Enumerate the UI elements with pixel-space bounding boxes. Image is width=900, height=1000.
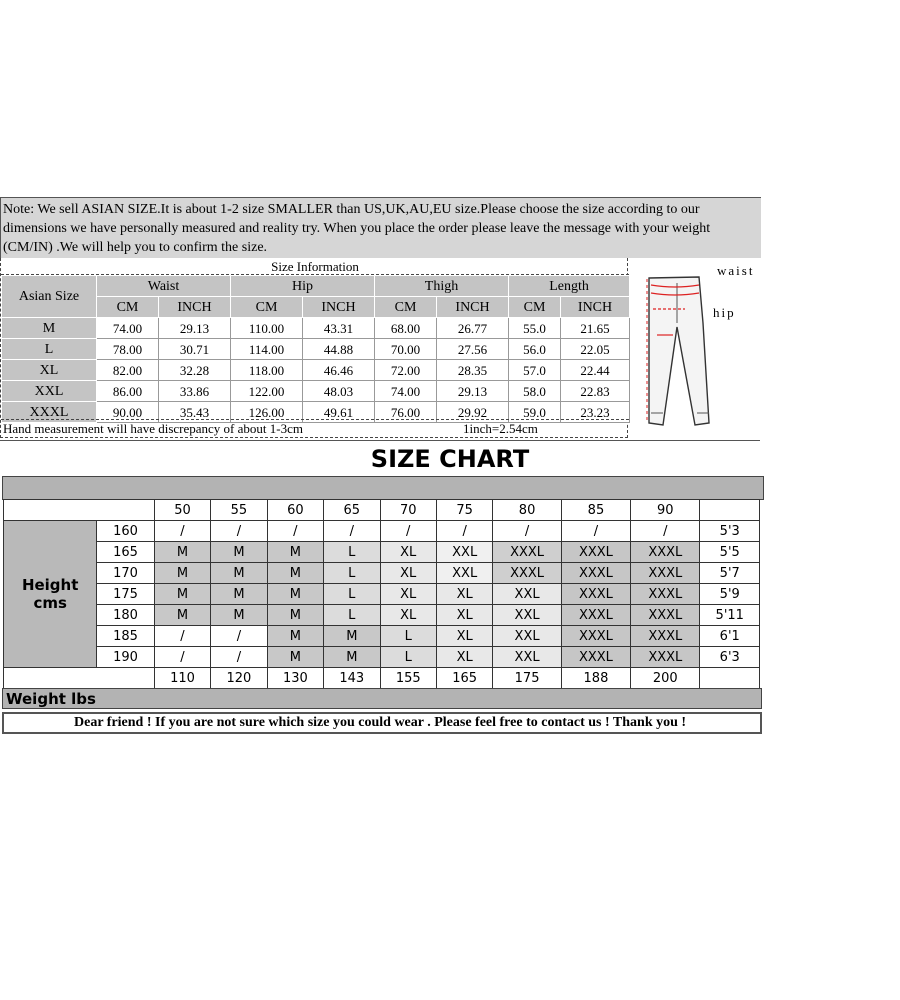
size-cell: / <box>436 521 492 542</box>
contact-message: Dear friend ! If you are not sure which size you could wear . Please feel free to contact us ! Thank you ! <box>2 712 762 734</box>
height-value: 165 <box>97 542 154 563</box>
size-cell: / <box>154 626 210 647</box>
weight-lbs-value: 175 <box>493 668 561 689</box>
size-label: XXL <box>2 381 97 402</box>
height-value: 180 <box>97 605 154 626</box>
size-cell: XXXL <box>561 563 630 584</box>
size-chart-row <box>4 563 760 584</box>
measurement-cell: 126.00 <box>231 402 303 423</box>
size-cell: M <box>267 605 323 626</box>
height-feet: 5'9 <box>700 584 760 605</box>
measurement-cell: 74.00 <box>375 381 437 402</box>
size-label: M <box>2 318 97 339</box>
corner-cell <box>4 500 155 521</box>
size-information-footer <box>1 419 629 437</box>
size-cell: M <box>267 647 323 668</box>
size-cell: XXXL <box>561 626 630 647</box>
size-info-row <box>2 381 630 402</box>
weight-kg-header: 80 <box>493 500 561 521</box>
height-feet: 6'1 <box>700 626 760 647</box>
size-cell: / <box>154 647 210 668</box>
size-information-table <box>1 275 630 423</box>
group-header: Length <box>509 276 630 297</box>
size-chart-row <box>4 521 760 542</box>
size-cell: XXXL <box>561 605 630 626</box>
size-cell: / <box>631 521 700 542</box>
size-cell: XXXL <box>631 542 700 563</box>
size-cell: XL <box>380 605 436 626</box>
waist-label: waist <box>717 263 755 278</box>
measurement-cell: 23.23 <box>561 402 630 423</box>
size-cell: / <box>561 521 630 542</box>
unit-header: INCH <box>159 297 231 318</box>
size-cell: L <box>324 563 380 584</box>
size-cell: XXXL <box>561 647 630 668</box>
measurement-cell: 70.00 <box>375 339 437 360</box>
measurement-cell: 114.00 <box>231 339 303 360</box>
size-info-row <box>2 318 630 339</box>
note-line-3: (CM/IN) .We will help you to confirm the size. <box>3 240 268 255</box>
size-guide-image <box>0 197 755 737</box>
size-cell: XL <box>436 626 492 647</box>
measurement-cell: 35.43 <box>159 402 231 423</box>
size-cell: XXXL <box>561 584 630 605</box>
size-cell: M <box>267 563 323 584</box>
measurement-cell: 26.77 <box>437 318 509 339</box>
unit-header: CM <box>231 297 303 318</box>
weight-kg-header: 85 <box>561 500 630 521</box>
unit-header: CM <box>375 297 437 318</box>
measurement-cell: 74.00 <box>97 318 159 339</box>
size-cell: L <box>324 542 380 563</box>
weight-lbs-value: 130 <box>267 668 323 689</box>
size-cell: L <box>324 584 380 605</box>
measurement-cell: 68.00 <box>375 318 437 339</box>
size-cell: XXXL <box>631 605 700 626</box>
measurement-cell: 44.88 <box>303 339 375 360</box>
weight-kg-header: 50 <box>154 500 210 521</box>
size-cell: XL <box>380 542 436 563</box>
size-info-unit-row <box>2 297 630 318</box>
weight-lbs-row <box>4 668 760 689</box>
size-cell: XL <box>436 605 492 626</box>
size-cell: M <box>154 563 210 584</box>
weight-lbs-value <box>700 668 760 689</box>
measurement-note: Hand measurement will have discrepancy of about 1-3cm <box>3 421 303 436</box>
size-chart-row <box>4 605 760 626</box>
measurement-cell: 57.0 <box>509 360 561 381</box>
height-value: 185 <box>97 626 154 647</box>
measurement-cell: 46.46 <box>303 360 375 381</box>
weight-kg-header: 70 <box>380 500 436 521</box>
size-cell: XXXL <box>631 584 700 605</box>
size-chart-row <box>4 626 760 647</box>
weight-lbs-value: 155 <box>380 668 436 689</box>
height-feet: 5'5 <box>700 542 760 563</box>
size-cell: M <box>211 605 267 626</box>
note-banner <box>0 197 761 258</box>
size-chart-row <box>4 542 760 563</box>
pants-drawing-icon <box>629 263 759 433</box>
hip-label: hip <box>713 305 736 320</box>
size-cell: / <box>324 521 380 542</box>
size-cell: M <box>324 647 380 668</box>
weight-kg-header: 60 <box>267 500 323 521</box>
note-line-2: dimensions we have personally measured and reality try. When you place the order please leave the message with your weight <box>3 221 711 236</box>
measurement-cell: 27.56 <box>437 339 509 360</box>
measurement-cell: 110.00 <box>231 318 303 339</box>
size-label: XXXL <box>2 402 97 423</box>
size-cell: / <box>211 647 267 668</box>
size-cell: XXXL <box>631 563 700 584</box>
weight-kg-row <box>4 500 760 521</box>
size-cell: XXXL <box>631 626 700 647</box>
size-cell: XL <box>380 563 436 584</box>
size-cell: / <box>267 521 323 542</box>
size-cell: / <box>211 626 267 647</box>
size-cell: / <box>211 521 267 542</box>
size-cell: L <box>380 647 436 668</box>
weight-kg-header: 75 <box>436 500 492 521</box>
size-cell: XL <box>436 647 492 668</box>
size-cell: XXL <box>493 647 561 668</box>
size-cell: L <box>380 626 436 647</box>
size-cell: XXXL <box>493 563 561 584</box>
height-feet: 6'3 <box>700 647 760 668</box>
measurement-cell: 58.0 <box>509 381 561 402</box>
size-label: XL <box>2 360 97 381</box>
height-label-2: cms <box>33 594 67 612</box>
measurement-cell: 22.05 <box>561 339 630 360</box>
measurement-cell: 76.00 <box>375 402 437 423</box>
size-info-group-row <box>2 276 630 297</box>
weight-kg-header: 90 <box>631 500 700 521</box>
size-cell: M <box>211 542 267 563</box>
group-header: Hip <box>231 276 375 297</box>
blank-cell <box>4 668 155 689</box>
measurement-cell: 43.31 <box>303 318 375 339</box>
size-cell: XXL <box>436 563 492 584</box>
weight-lbs-value: 143 <box>324 668 380 689</box>
size-cell: XXL <box>493 584 561 605</box>
weight-lbs-label: Weight lbs <box>2 688 762 709</box>
size-chart-row <box>4 647 760 668</box>
size-cell: XXXL <box>493 542 561 563</box>
size-cell: XL <box>436 584 492 605</box>
size-chart-table <box>3 499 760 689</box>
height-value: 190 <box>97 647 154 668</box>
size-cell: XL <box>380 584 436 605</box>
weight-kg-header: 65 <box>324 500 380 521</box>
size-cell: M <box>211 563 267 584</box>
measurement-cell: 90.00 <box>97 402 159 423</box>
size-information-panel <box>0 258 628 438</box>
height-value: 175 <box>97 584 154 605</box>
measurement-cell: 78.00 <box>97 339 159 360</box>
size-cell: XXL <box>493 626 561 647</box>
size-cell: XXXL <box>561 542 630 563</box>
measurement-cell: 29.13 <box>159 318 231 339</box>
pants-illustration <box>629 263 759 433</box>
height-feet: 5'11 <box>700 605 760 626</box>
measurement-cell: 21.65 <box>561 318 630 339</box>
size-info-row <box>2 360 630 381</box>
height-label-1: Height <box>21 576 79 594</box>
measurement-cell: 59.0 <box>509 402 561 423</box>
size-cell: XXXL <box>631 647 700 668</box>
size-cell: M <box>154 584 210 605</box>
weight-lbs-value: 200 <box>631 668 700 689</box>
measurement-cell: 33.86 <box>159 381 231 402</box>
size-cell: XXL <box>436 542 492 563</box>
measurement-cell: 22.44 <box>561 360 630 381</box>
height-feet: 5'3 <box>700 521 760 542</box>
size-cell: M <box>211 584 267 605</box>
measurement-cell: 32.28 <box>159 360 231 381</box>
size-cell: XXL <box>493 605 561 626</box>
size-chart-section <box>0 440 760 737</box>
size-cell: M <box>154 605 210 626</box>
group-header: Waist <box>97 276 231 297</box>
weight-lbs-value: 188 <box>561 668 630 689</box>
weight-lbs-value: 165 <box>436 668 492 689</box>
measurement-cell: 72.00 <box>375 360 437 381</box>
size-chart-title: SIZE CHART <box>370 445 530 473</box>
unit-header: CM <box>509 297 561 318</box>
measurement-cell: 22.83 <box>561 381 630 402</box>
height-value: 160 <box>97 521 154 542</box>
size-cell: M <box>324 626 380 647</box>
measurement-cell: 118.00 <box>231 360 303 381</box>
size-cell: M <box>154 542 210 563</box>
measurement-cell: 82.00 <box>97 360 159 381</box>
size-label: L <box>2 339 97 360</box>
size-cell: / <box>493 521 561 542</box>
measurement-cell: 86.00 <box>97 381 159 402</box>
size-information-title: Size Information <box>1 258 629 275</box>
size-cell: M <box>267 584 323 605</box>
weight-lbs-value: 120 <box>211 668 267 689</box>
measurement-cell: 122.00 <box>231 381 303 402</box>
measurement-cell: 49.61 <box>303 402 375 423</box>
group-header: Thigh <box>375 276 509 297</box>
size-cell: M <box>267 626 323 647</box>
size-info-row <box>2 339 630 360</box>
height-feet: 5'7 <box>700 563 760 584</box>
weight-kg-header <box>700 500 760 521</box>
size-cell: L <box>324 605 380 626</box>
measurement-cell: 29.92 <box>437 402 509 423</box>
weight-lbs-value: 110 <box>154 668 210 689</box>
measurement-cell: 55.0 <box>509 318 561 339</box>
measurement-cell: 56.0 <box>509 339 561 360</box>
unit-header: INCH <box>303 297 375 318</box>
size-cell: / <box>380 521 436 542</box>
height-value: 170 <box>97 563 154 584</box>
measurement-cell: 48.03 <box>303 381 375 402</box>
unit-header: INCH <box>437 297 509 318</box>
header-band <box>2 476 764 500</box>
unit-header: CM <box>97 297 159 318</box>
measurement-cell: 28.35 <box>437 360 509 381</box>
measurement-cell: 30.71 <box>159 339 231 360</box>
measurement-cell: 29.13 <box>437 381 509 402</box>
inch-conversion-note: 1inch=2.54cm <box>463 421 538 436</box>
size-chart-row <box>4 584 760 605</box>
unit-header: INCH <box>561 297 630 318</box>
size-cell: / <box>154 521 210 542</box>
asian-size-header: Asian Size <box>2 276 97 318</box>
weight-kg-header: 55 <box>211 500 267 521</box>
height-label <box>4 521 97 668</box>
size-cell: M <box>267 542 323 563</box>
note-line-1: Note: We sell ASIAN SIZE.It is about 1-2 size SMALLER than US,UK,AU,EU size.Please choose the size according to our <box>3 202 700 217</box>
